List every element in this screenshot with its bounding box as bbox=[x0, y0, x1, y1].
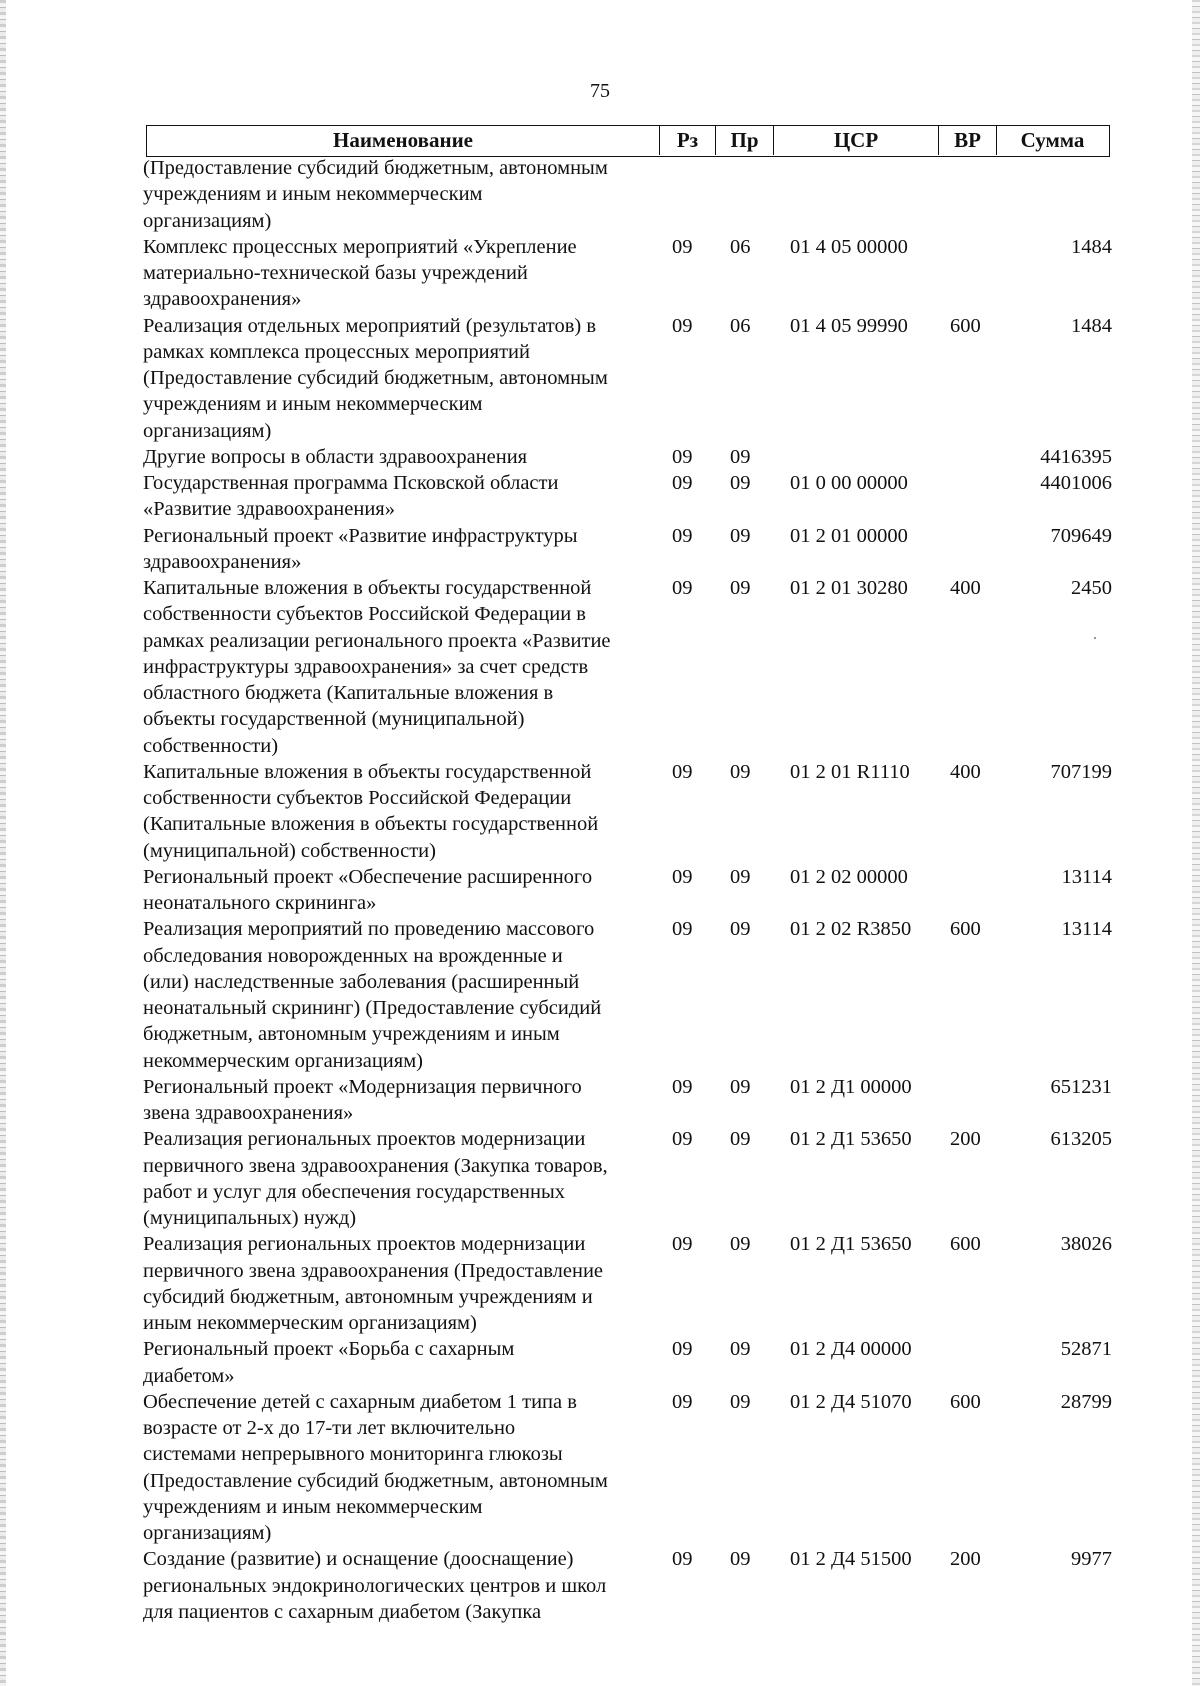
row-name-line: объекты государственной (муниципальной) bbox=[143, 708, 525, 731]
row-name-line: рамках реализации регионального проекта «Развитие bbox=[143, 629, 611, 652]
row-rz: 09 bbox=[672, 1390, 693, 1413]
row-sum: 4416395 bbox=[1040, 445, 1112, 468]
row-name bbox=[143, 1074, 653, 1127]
row-sum: 52871 bbox=[1060, 1338, 1112, 1361]
row-csr: 01 2 Д1 00000 bbox=[790, 1075, 912, 1098]
row-pr: 09 bbox=[730, 1233, 751, 1256]
row-name-line: Другие вопросы в области здравоохранения bbox=[143, 445, 528, 468]
row-name-line: инфраструктуры здравоохранения» за счет средств bbox=[143, 655, 589, 678]
row-name-line: звена здравоохранения» bbox=[143, 1102, 354, 1124]
row-name-line: Создание (развитие) и оснащение (дооснащение) bbox=[143, 1548, 574, 1571]
row-name-line: региональных эндокринологических центров и школ bbox=[143, 1574, 607, 1597]
scan-speck bbox=[1094, 637, 1096, 639]
row-vr: 200 bbox=[950, 1128, 981, 1151]
row-name bbox=[143, 313, 653, 444]
row-name-line: Комплекс процессных мероприятий «Укрепление bbox=[143, 235, 577, 258]
column-header-csr: ЦСР bbox=[773, 126, 938, 155]
row-name-line: (или) наследственные заболевания (расширенный bbox=[143, 970, 580, 993]
row-csr: 01 2 01 00000 bbox=[790, 524, 908, 547]
row-vr: 600 bbox=[950, 1233, 981, 1256]
page-number: 75 bbox=[590, 80, 610, 102]
row-name-line: (Предоставление субсидий бюджетным, автономным bbox=[143, 1469, 608, 1492]
row-csr: 01 0 00 00000 bbox=[790, 472, 908, 494]
row-name bbox=[143, 234, 653, 313]
row-csr: 01 4 05 00000 bbox=[790, 235, 908, 258]
row-sum: 2450 bbox=[1071, 577, 1112, 599]
row-pr: 09 bbox=[730, 1338, 751, 1361]
row-csr: 01 4 05 99990 bbox=[790, 314, 908, 337]
row-rz: 09 bbox=[672, 918, 693, 941]
row-pr: 09 bbox=[730, 760, 751, 783]
row-sum: 38026 bbox=[1060, 1233, 1112, 1256]
row-csr: 01 2 02 R3850 bbox=[790, 918, 912, 941]
row-name bbox=[143, 523, 653, 576]
row-name-line: материально-технической базы учреждений bbox=[143, 262, 528, 284]
row-csr: 01 2 Д4 51500 bbox=[790, 1548, 912, 1571]
row-name-line: областного бюджета (Капитальные вложения в bbox=[143, 682, 554, 704]
row-rz: 09 bbox=[672, 760, 693, 783]
row-name-line: иным некоммерческим организациям) bbox=[143, 1312, 477, 1334]
row-name-line: Региональный проект «Развитие инфраструктуры bbox=[143, 524, 578, 547]
row-rz: 09 bbox=[672, 314, 693, 337]
row-name-line: «Развитие здравоохранения» bbox=[143, 498, 395, 521]
row-name-line: первичного звена здравоохранения (Закупка товаров, bbox=[143, 1154, 608, 1177]
row-name bbox=[143, 759, 653, 864]
row-name bbox=[143, 575, 653, 759]
row-name-line: учреждениям и иным некоммерческим bbox=[143, 1495, 483, 1518]
row-rz: 09 bbox=[672, 1075, 693, 1098]
row-name bbox=[143, 470, 653, 523]
row-rz: 09 bbox=[672, 235, 693, 258]
scan-edge-left bbox=[0, 0, 6, 1686]
row-name-line: Обеспечение детей с сахарным диабетом 1 типа в bbox=[143, 1390, 577, 1413]
row-sum: 28799 bbox=[1060, 1390, 1112, 1413]
row-name-line: системами непрерывного мониторинга глюкозы bbox=[143, 1443, 563, 1466]
row-name-line: (Предоставление субсидий бюджетным, автономным bbox=[143, 157, 608, 179]
row-sum: 613205 bbox=[1050, 1128, 1112, 1151]
row-name-line: собственности субъектов Российской Федерации в bbox=[143, 603, 586, 626]
column-header-vr: ВР bbox=[938, 126, 996, 155]
column-header-rz: Рз bbox=[659, 126, 715, 155]
row-pr: 09 bbox=[730, 1390, 751, 1413]
row-vr: 400 bbox=[950, 760, 981, 783]
row-name bbox=[143, 155, 653, 234]
row-name-line: (Предоставление субсидий бюджетным, автономным bbox=[143, 367, 608, 389]
row-rz: 09 bbox=[672, 865, 693, 888]
row-sum: 1484 bbox=[1071, 314, 1112, 337]
row-pr: 09 bbox=[730, 524, 751, 547]
row-name-line: организациям) bbox=[143, 419, 272, 442]
row-name-line: некоммерческим организациям) bbox=[143, 1049, 423, 1072]
row-name-line: работ и услуг для обеспечения государственных bbox=[143, 1180, 566, 1203]
row-name-line: учреждениям и иным некоммерческим bbox=[143, 393, 483, 416]
row-pr: 06 bbox=[730, 314, 751, 337]
row-name-line: собственности) bbox=[143, 734, 279, 757]
row-rz: 09 bbox=[672, 445, 693, 468]
row-name-line: (муниципальных) нужд) bbox=[143, 1207, 357, 1229]
row-vr: 600 bbox=[950, 314, 981, 337]
row-name-line: здравоохранения» bbox=[143, 288, 302, 311]
row-name-line: (Капитальные вложения в объекты государственной bbox=[143, 813, 599, 836]
row-name-line: Государственная программа Псковской области bbox=[143, 472, 559, 494]
row-vr: 600 bbox=[950, 918, 981, 941]
row-name-line: Реализация отдельных мероприятий (результатов) в bbox=[143, 314, 597, 337]
row-sum: 709649 bbox=[1050, 524, 1112, 547]
row-name-line: организациям) bbox=[143, 209, 272, 232]
row-name-line: Реализация региональных проектов модернизации bbox=[143, 1233, 586, 1256]
row-pr: 09 bbox=[730, 865, 751, 888]
row-name-line: Региональный проект «Обеспечение расширенного bbox=[143, 865, 593, 888]
row-csr: 01 2 Д4 00000 bbox=[790, 1338, 912, 1361]
column-header-sum: Сумма bbox=[996, 126, 1108, 155]
row-name-line: Капитальные вложения в объекты государственной bbox=[143, 577, 592, 599]
row-name-line: возрасте от 2-х до 17-ти лет включительно bbox=[143, 1417, 516, 1439]
row-sum: 1484 bbox=[1071, 235, 1112, 258]
row-pr: 09 bbox=[730, 1075, 751, 1098]
row-name-line: здравоохранения» bbox=[143, 550, 302, 573]
row-name-line: Реализация региональных проектов модернизации bbox=[143, 1128, 586, 1151]
row-rz: 09 bbox=[672, 1233, 693, 1256]
row-name-line: рамках комплекса процессных мероприятий bbox=[143, 340, 530, 363]
row-pr: 09 bbox=[730, 1548, 751, 1571]
row-name bbox=[143, 1126, 653, 1231]
row-name-line: Капитальные вложения в объекты государственной bbox=[143, 760, 592, 783]
row-rz: 09 bbox=[672, 472, 693, 494]
row-name-line: Реализация мероприятий по проведению массового bbox=[143, 918, 595, 941]
row-sum: 4401006 bbox=[1040, 472, 1112, 494]
row-name bbox=[143, 1336, 653, 1389]
row-sum: 13114 bbox=[1061, 865, 1112, 888]
row-name-line: собственности субъектов Российской Федерации bbox=[143, 787, 572, 809]
row-pr: 09 bbox=[730, 472, 751, 494]
row-pr: 09 bbox=[730, 445, 751, 468]
row-sum: 651231 bbox=[1050, 1075, 1112, 1098]
row-sum: 13114 bbox=[1061, 918, 1112, 941]
row-sum: 9977 bbox=[1071, 1548, 1112, 1571]
row-csr: 01 2 Д1 53650 bbox=[790, 1128, 912, 1151]
row-pr: 09 bbox=[730, 1128, 751, 1151]
scan-edge-right bbox=[1192, 0, 1200, 1686]
row-name-line: Региональный проект «Модернизация первичного bbox=[143, 1075, 582, 1098]
row-name-line: обследования новорожденных на врожденные и bbox=[143, 944, 563, 967]
row-rz: 09 bbox=[672, 524, 693, 547]
row-name-line: первичного звена здравоохранения (Предоставление bbox=[143, 1259, 604, 1282]
row-name-line: учреждениям и иным некоммерческим bbox=[143, 183, 483, 206]
row-name-line: Региональный проект «Борьба с сахарным bbox=[143, 1338, 515, 1361]
row-name-line: для пациентов с сахарным диабетом (Закупка bbox=[143, 1600, 542, 1623]
row-vr: 600 bbox=[950, 1390, 981, 1413]
row-name bbox=[143, 864, 653, 917]
row-name-line: организациям) bbox=[143, 1522, 272, 1544]
row-name bbox=[143, 1546, 653, 1625]
row-sum: 707199 bbox=[1050, 760, 1112, 783]
row-rz: 09 bbox=[672, 1338, 693, 1361]
row-csr: 01 2 Д4 51070 bbox=[790, 1390, 912, 1413]
row-name bbox=[143, 916, 653, 1074]
row-name bbox=[143, 444, 653, 470]
row-name bbox=[143, 1231, 653, 1336]
row-name-line: неонатальный скрининг) (Предоставление субсидий bbox=[143, 997, 602, 1019]
row-vr: 400 bbox=[950, 577, 981, 599]
column-header-name: Наименование bbox=[333, 128, 473, 152]
table-header bbox=[146, 125, 1110, 157]
column-header-pr: Пр bbox=[715, 126, 773, 155]
row-csr: 01 2 01 R1110 bbox=[790, 760, 910, 783]
row-csr: 01 2 01 30280 bbox=[790, 577, 908, 599]
row-name-line: диабетом» bbox=[143, 1364, 235, 1387]
row-name-line: бюджетным, автономным учреждениям и иным bbox=[143, 1023, 560, 1046]
row-name bbox=[143, 1389, 653, 1547]
row-pr: 06 bbox=[730, 235, 751, 258]
row-name-line: неонатального скрининга» bbox=[143, 892, 377, 914]
row-csr: 01 2 Д1 53650 bbox=[790, 1233, 912, 1256]
row-name-line: (муниципальной) собственности) bbox=[143, 839, 436, 862]
row-csr: 01 2 02 00000 bbox=[790, 865, 908, 888]
row-pr: 09 bbox=[730, 918, 751, 941]
row-rz: 09 bbox=[672, 1548, 693, 1571]
row-name-line: субсидий бюджетным, автономным учреждениям и bbox=[143, 1285, 593, 1308]
row-vr: 200 bbox=[950, 1548, 981, 1571]
row-rz: 09 bbox=[672, 577, 693, 599]
row-rz: 09 bbox=[672, 1128, 693, 1151]
row-pr: 09 bbox=[730, 577, 751, 599]
